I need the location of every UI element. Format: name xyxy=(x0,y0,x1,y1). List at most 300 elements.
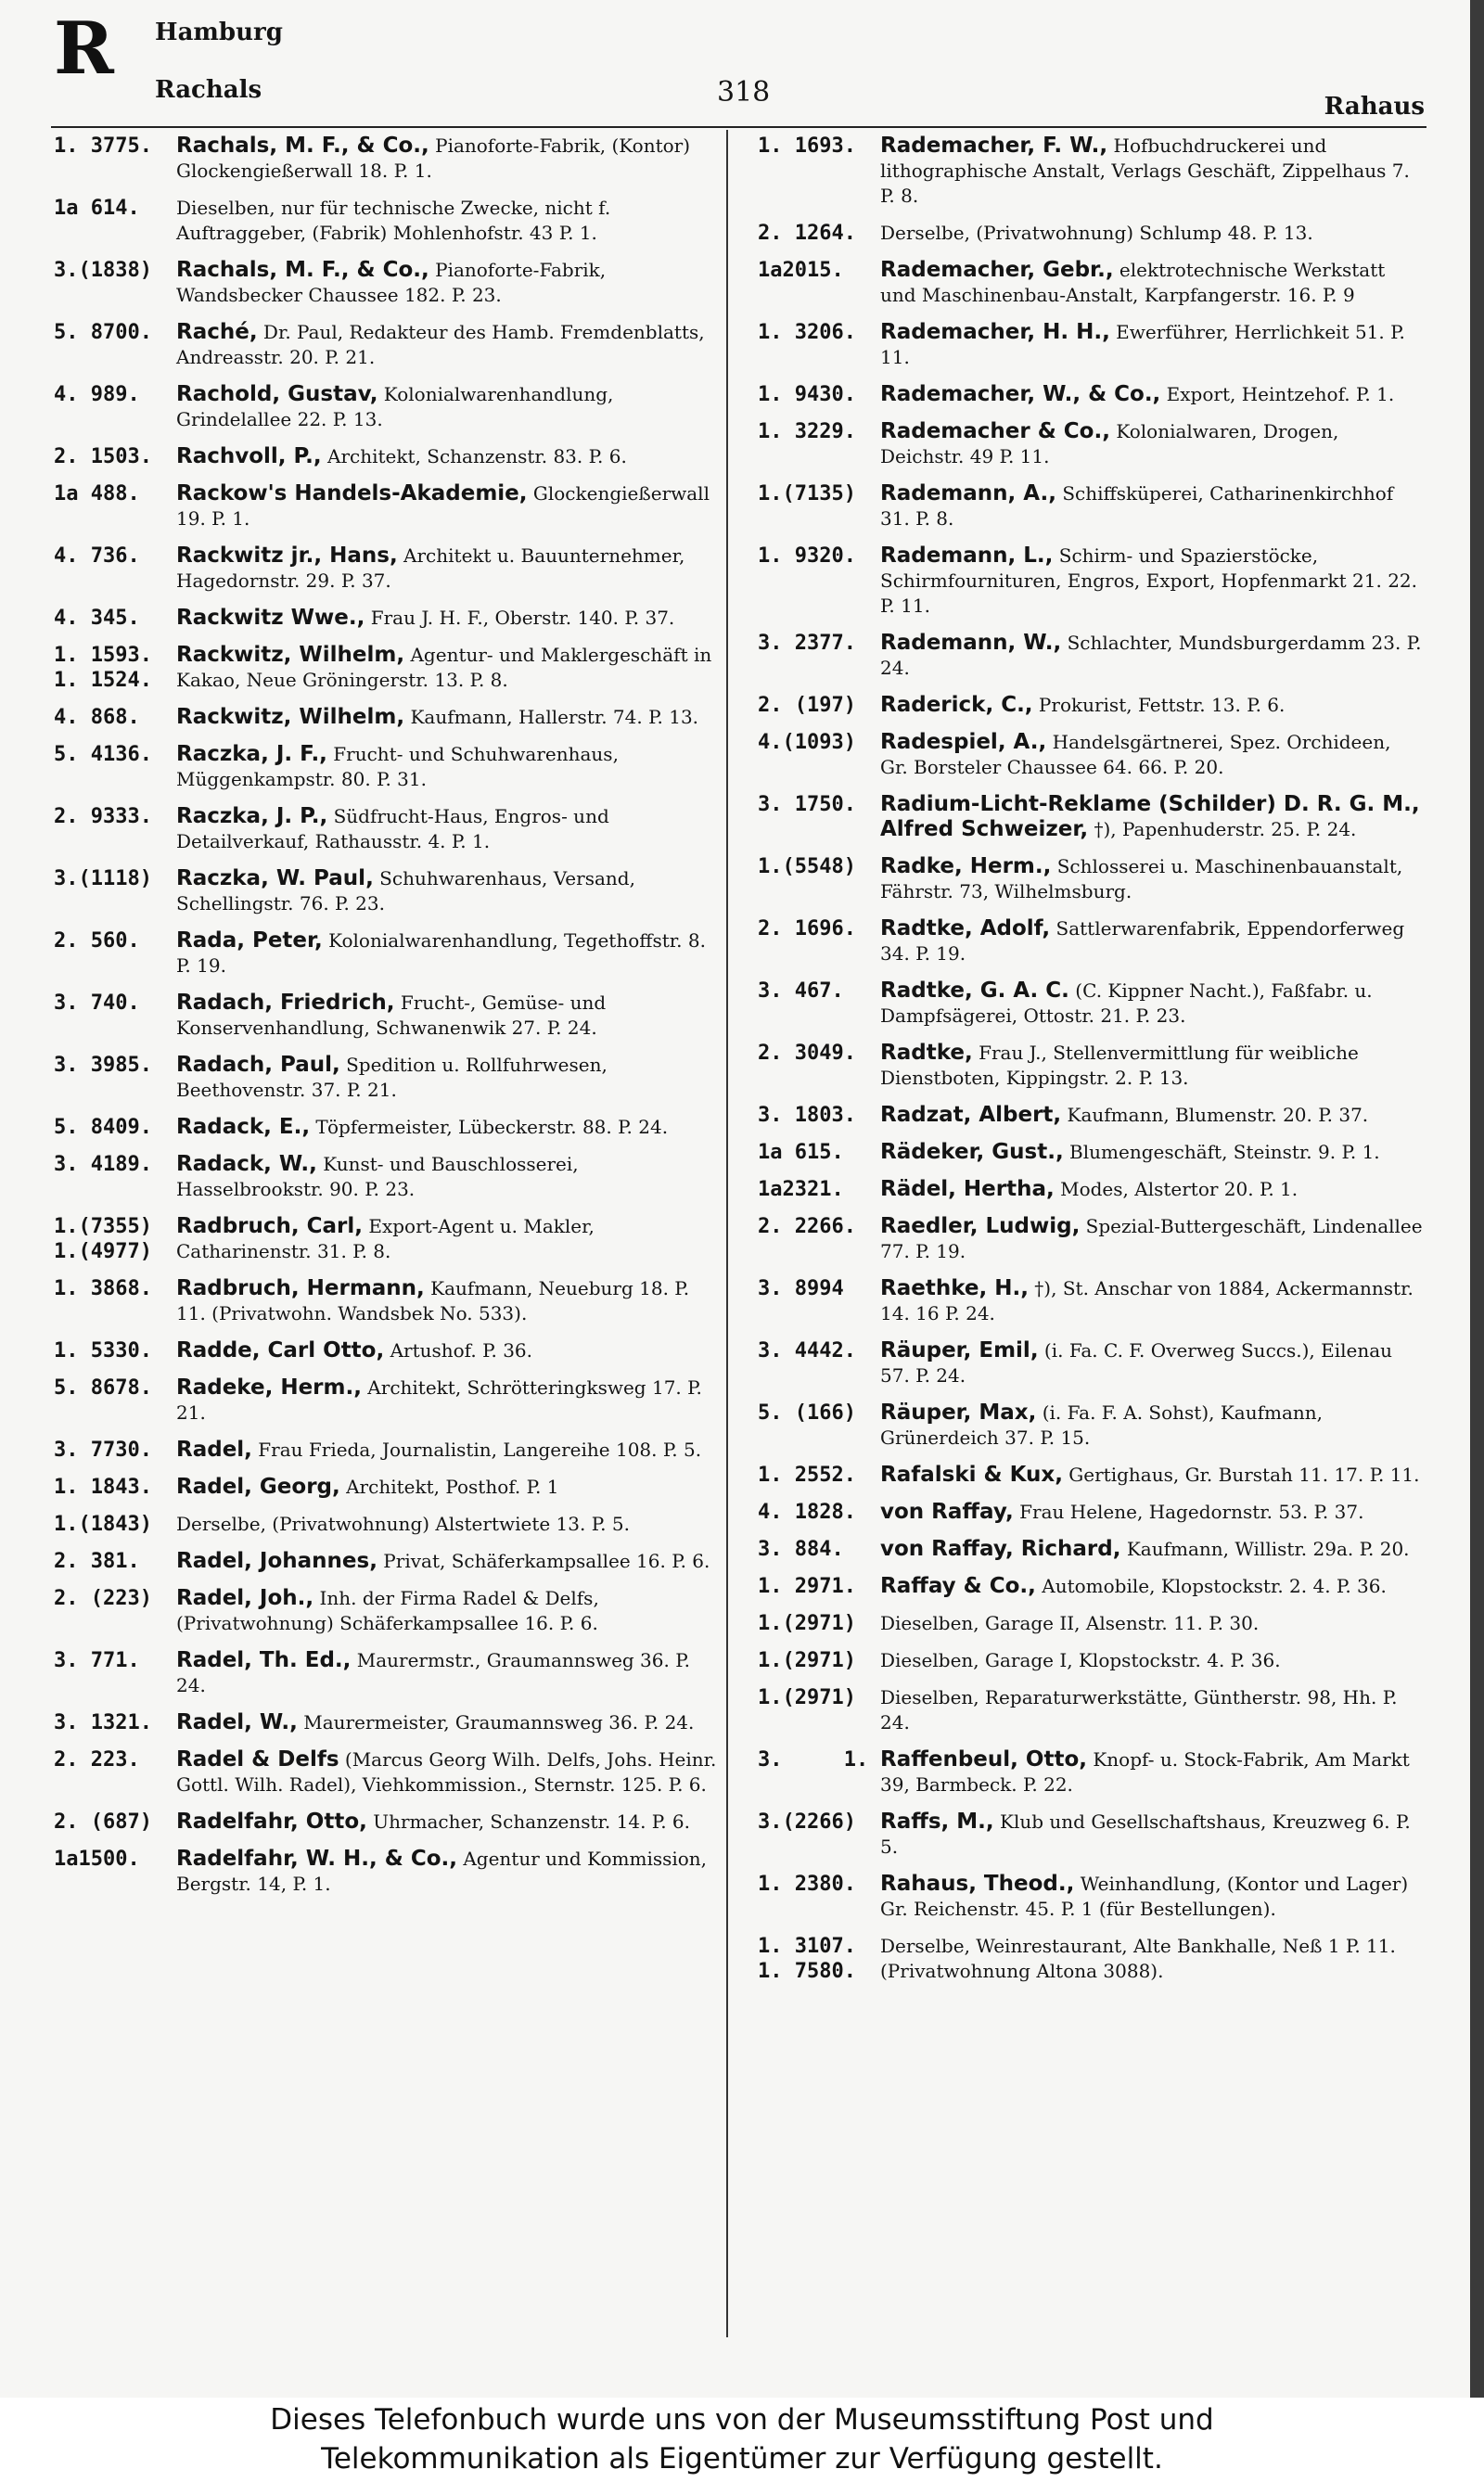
entry-details: (i. Fa. F. A. Sohst), Kaufmann, Grünerdeich 37. P. 15. xyxy=(880,1401,1324,1449)
entry-details: Prokurist, Fettstr. 13. P. 6. xyxy=(1032,694,1286,716)
directory-entry xyxy=(758,1276,1424,1326)
entry-text xyxy=(176,804,720,854)
directory-entry xyxy=(758,854,1424,904)
entry-text xyxy=(880,1338,1424,1388)
phone-number: 4. 345. xyxy=(54,607,140,630)
entry-details: Privat, Schäferkampsallee 16. P. 6. xyxy=(377,1550,710,1572)
phone-numbers xyxy=(758,1276,880,1301)
entry-details: Kunst- und Bauschlosserei, Hasselbrookstr. 90. P. 23. xyxy=(176,1153,579,1200)
entry-name: Rädeker, Gust., xyxy=(880,1140,1064,1164)
entry-name: Rachals, M. F., & Co., xyxy=(176,134,429,158)
directory-entry xyxy=(758,1747,1424,1798)
entry-details: Uhrmacher, Schanzenstr. 14. P. 6. xyxy=(366,1810,690,1833)
entry-name: Radelfahr, Otto, xyxy=(176,1810,367,1834)
entry-details: Schlachter, Mundsburgerdamm 23. P. 24. xyxy=(880,632,1422,679)
entry-text xyxy=(176,444,720,469)
phone-numbers xyxy=(54,1115,176,1140)
entry-name: von Raffay, Richard, xyxy=(880,1537,1121,1561)
entry-text xyxy=(176,1847,720,1897)
phone-numbers xyxy=(758,481,880,506)
entry-name: Radtke, Adolf, xyxy=(880,916,1051,940)
entry-name: Räuper, Emil, xyxy=(880,1338,1039,1363)
entry-details: Dieselben, nur für technische Zwecke, nicht f. Auftraggeber, (Fabrik) Mohlenhofstr. 43 P. 1. xyxy=(176,197,611,244)
entry-details: Blumengeschäft, Steinstr. 9. P. 1. xyxy=(1063,1141,1380,1163)
entry-details: Frau Helene, Hagedornstr. 53. P. 37. xyxy=(1013,1501,1364,1523)
directory-entry xyxy=(758,792,1424,842)
entry-name: Rachvoll, P., xyxy=(176,444,322,468)
phone-number: 1a 614. xyxy=(54,197,140,220)
phone-number: 3. 8994 xyxy=(758,1277,844,1300)
directory-entry xyxy=(758,1685,1424,1735)
entry-name: Radel, Georg, xyxy=(176,1475,340,1499)
phone-numbers xyxy=(54,134,176,159)
entry-details: Schlosserei u. Maschinenbauanstalt, Fährstr. 73, Wilhelmsburg. xyxy=(880,855,1403,902)
entry-name: Radespiel, A., xyxy=(880,730,1047,754)
phone-numbers xyxy=(54,1512,176,1537)
column-divider xyxy=(726,130,728,2337)
entry-details: Architekt, Schanzenstr. 83. P. 6. xyxy=(321,445,627,467)
phone-numbers xyxy=(758,1103,880,1128)
phone-number: 1.(2971) xyxy=(758,1612,856,1635)
directory-entry xyxy=(758,979,1424,1029)
entry-details: Südfrucht-Haus, Engros- und Detailverkauf, Rathausstr. 4. P. 1. xyxy=(176,805,609,852)
directory-entry xyxy=(54,1847,720,1897)
phone-number: 1. 1693. xyxy=(758,134,856,158)
entry-text xyxy=(176,606,720,631)
entry-name: Rackow's Handels-Akademie, xyxy=(176,481,528,505)
entry-text xyxy=(880,134,1424,209)
phone-number: 3. 3985. xyxy=(54,1054,152,1077)
entry-details: Frau J., Stellenvermittlung für weibliche Dienstboten, Kippingstr. 2. P. 13. xyxy=(880,1042,1359,1089)
entry-details: Derselbe, (Privatwohnung) Schlump 48. P. 13. xyxy=(880,222,1313,244)
directory-entry xyxy=(758,1463,1424,1488)
directory-entry xyxy=(54,1438,720,1463)
directory-entry xyxy=(54,544,720,594)
phone-numbers xyxy=(54,1276,176,1301)
entry-text xyxy=(880,1177,1424,1202)
entry-text xyxy=(880,979,1424,1029)
phone-numbers xyxy=(758,1500,880,1525)
entry-text xyxy=(880,1401,1424,1451)
phone-number: 3. 4189. xyxy=(54,1153,152,1176)
entry-details: (C. Kippner Nacht.), Faßfabr. u. Dampfsägerei, Ottostr. 21. P. 23. xyxy=(880,979,1373,1027)
directory-entry xyxy=(54,1152,720,1202)
entry-text xyxy=(880,544,1424,619)
entry-details: Kaufmann, Hallerstr. 74. P. 13. xyxy=(404,706,699,728)
directory-entry xyxy=(758,1574,1424,1599)
entry-details: Architekt u. Bauunternehmer, Hagedornstr. 29. P. 37. xyxy=(176,544,685,592)
phone-numbers xyxy=(758,1537,880,1562)
phone-number: 2. (197) xyxy=(758,694,856,717)
directory-entry xyxy=(758,221,1424,246)
entry-text xyxy=(176,643,720,693)
entry-text xyxy=(176,1115,720,1140)
phone-number: 1. 3206. xyxy=(758,321,856,344)
entry-text xyxy=(880,854,1424,904)
entry-name: Rademann, W., xyxy=(880,631,1062,655)
directory-entry xyxy=(758,1934,1424,1984)
directory-entry xyxy=(54,1549,720,1574)
entry-details: Schirm- und Spazierstöcke, Schirmfournituren, Engros, Export, Hopfenmarkt 21. 22. P. 11. xyxy=(880,544,1418,617)
entry-name: Rademacher, H. H., xyxy=(880,320,1110,344)
phone-number: 3. 4442. xyxy=(758,1339,856,1363)
entry-details: Schuhwarenhaus, Versand, Schellingstr. 76. P. 23. xyxy=(176,867,635,915)
phone-number: 3. 771. xyxy=(54,1649,140,1672)
directory-entry xyxy=(758,1214,1424,1264)
entry-text xyxy=(176,705,720,730)
phone-numbers xyxy=(758,1401,880,1426)
entry-name: Rackwitz Wwe., xyxy=(176,606,365,630)
entry-name: Raczka, J. P., xyxy=(176,804,328,828)
footer-line-1: Dieses Telefonbuch wurde uns von der Museumsstiftung Post und xyxy=(270,2403,1214,2437)
phone-numbers xyxy=(758,1140,880,1165)
entry-details: Dieselben, Garage II, Alsenstr. 11. P. 30. xyxy=(880,1612,1260,1634)
entry-details: Töpfermeister, Lübeckerstr. 88. P. 24. xyxy=(310,1116,669,1138)
phone-number: 1.(5548) xyxy=(758,855,856,878)
entry-details: Kaufmann, Neueburg 18. P. 11. (Privatwohn. Wandsbek No. 533). xyxy=(176,1277,690,1324)
entry-name: Radbruch, Carl, xyxy=(176,1214,363,1238)
phone-numbers xyxy=(758,258,880,283)
directory-entry xyxy=(54,382,720,432)
phone-number: 5. 4136. xyxy=(54,743,152,766)
entry-name: Radtke, G. A. C. xyxy=(880,979,1069,1003)
directory-entry xyxy=(54,258,720,308)
phone-numbers xyxy=(54,382,176,407)
phone-numbers xyxy=(54,1338,176,1363)
phone-numbers xyxy=(758,916,880,941)
directory-entry xyxy=(758,916,1424,966)
directory-entry xyxy=(758,481,1424,531)
entry-details: Glockengießerwall 19. P. 1. xyxy=(176,482,710,530)
left-column xyxy=(54,134,720,1909)
directory-entry xyxy=(758,1537,1424,1562)
phone-number: 3. 884. xyxy=(758,1538,844,1561)
phone-number: 3. 1321. xyxy=(54,1711,152,1734)
entry-name: Radel, Joh., xyxy=(176,1586,314,1610)
directory-entry xyxy=(758,1648,1424,1673)
entry-text xyxy=(880,221,1424,246)
phone-number: 1.(7135) xyxy=(758,482,856,505)
phone-numbers xyxy=(54,606,176,631)
entry-name: Raedler, Ludwig, xyxy=(880,1214,1081,1238)
entry-text xyxy=(880,1810,1424,1860)
phone-numbers xyxy=(758,1177,880,1202)
directory-entry xyxy=(758,730,1424,780)
directory-entry xyxy=(54,196,720,246)
entry-text xyxy=(176,320,720,370)
directory-entry xyxy=(758,1338,1424,1388)
entry-details: Sattlerwarenfabrik, Eppendorferweg 34. P. 19. xyxy=(880,917,1405,965)
phone-numbers xyxy=(758,631,880,656)
entry-text xyxy=(880,693,1424,718)
entry-details: Architekt, Posthof. P. 1 xyxy=(339,1476,559,1498)
directory-entry xyxy=(54,1747,720,1798)
entry-text xyxy=(880,1685,1424,1735)
phone-number: 1. 9430. xyxy=(758,383,856,406)
phone-number: 2. 9333. xyxy=(54,805,152,828)
phone-number: 1a2321. xyxy=(758,1178,844,1201)
entry-text xyxy=(176,258,720,308)
phone-number: 1. 3229. xyxy=(758,420,856,443)
phone-numbers xyxy=(758,544,880,569)
entry-name: Radach, Paul, xyxy=(176,1053,340,1077)
entry-text xyxy=(176,1747,720,1798)
directory-entry xyxy=(758,1401,1424,1451)
phone-number: 2. 3049. xyxy=(758,1042,856,1065)
entry-name: Raché, xyxy=(176,320,258,344)
entry-text xyxy=(880,792,1424,842)
entry-details: Derselbe, Weinrestaurant, Alte Bankhalle, Neß 1 P. 11. (Privatwohnung Altona 3088). xyxy=(880,1935,1396,1982)
entry-name: Rahaus, Theod., xyxy=(880,1872,1075,1896)
phone-numbers xyxy=(54,866,176,891)
entry-name: Radde, Carl Otto, xyxy=(176,1338,385,1363)
entry-name: Raffenbeul, Otto, xyxy=(880,1747,1087,1772)
phone-numbers xyxy=(758,730,880,755)
entry-name: Raffs, M., xyxy=(880,1810,994,1834)
phone-number: 1a 615. xyxy=(758,1141,844,1164)
directory-entry xyxy=(54,1115,720,1140)
phone-number: 1a 488. xyxy=(54,482,140,505)
entry-details: Spezial-Buttergeschäft, Lindenallee 77. P. 19. xyxy=(880,1215,1423,1262)
entry-details: Maurermstr., Graumannsweg 36. P. 24. xyxy=(176,1649,690,1696)
entry-text xyxy=(880,1747,1424,1798)
entry-name: Radel, Johannes, xyxy=(176,1549,377,1573)
entry-name: Radack, E., xyxy=(176,1115,311,1139)
phone-number: 2. 1503. xyxy=(54,445,152,468)
phone-number: 1. 5330. xyxy=(54,1339,152,1363)
entry-name: Radzat, Albert, xyxy=(880,1103,1062,1127)
entry-text xyxy=(176,928,720,979)
phone-number: 1a1500. xyxy=(54,1848,140,1871)
entry-text xyxy=(176,481,720,531)
entry-name: Rademacher, W., & Co., xyxy=(880,382,1161,406)
entry-text xyxy=(880,419,1424,469)
phone-number: 1.(2971) xyxy=(758,1686,856,1709)
entry-text xyxy=(176,1549,720,1574)
entry-details: Maurermeister, Graumannsweg 36. P. 24. xyxy=(297,1711,695,1734)
entry-name: Raczka, J. F., xyxy=(176,742,327,766)
entry-details: Frucht-, Gemüse- und Konservenhandlung, Schwanenwik 27. P. 24. xyxy=(176,992,607,1039)
entry-text xyxy=(880,1611,1424,1636)
phone-numbers xyxy=(758,1685,880,1710)
entry-details: Kaufmann, Willistr. 29a. P. 20. xyxy=(1120,1538,1410,1560)
phone-numbers xyxy=(54,320,176,345)
phone-number: 2. 1264. xyxy=(758,222,856,245)
phone-number: 2. 223. xyxy=(54,1748,140,1772)
entry-details: Gertighaus, Gr. Burstah 11. 17. P. 11. xyxy=(1062,1464,1420,1486)
phone-number: 5. 8409. xyxy=(54,1116,152,1139)
directory-entry xyxy=(54,804,720,854)
phone-numbers xyxy=(54,1648,176,1673)
entry-details: Klub und Gesellschaftshaus, Kreuzweg 6. P. 5. xyxy=(880,1810,1411,1858)
entry-name: Radel & Delfs xyxy=(176,1747,339,1772)
entry-text xyxy=(176,1512,720,1537)
phone-number: 4. 989. xyxy=(54,383,140,406)
directory-entry xyxy=(54,1512,720,1537)
entry-details: Agentur und Kommission, Bergstr. 14, P. 1. xyxy=(176,1848,708,1895)
phone-numbers xyxy=(54,444,176,469)
entry-name: Rackwitz, Wilhelm, xyxy=(176,705,405,729)
entry-name: Rada, Peter, xyxy=(176,928,323,953)
phone-number: 3. 1. xyxy=(758,1748,869,1772)
directory-entry xyxy=(758,419,1424,469)
phone-numbers xyxy=(54,804,176,829)
entry-text xyxy=(176,1152,720,1202)
entry-text xyxy=(176,991,720,1041)
phone-numbers xyxy=(54,1710,176,1735)
phone-numbers xyxy=(54,258,176,283)
phone-numbers xyxy=(54,544,176,569)
phone-numbers xyxy=(758,320,880,345)
directory-entry xyxy=(54,705,720,730)
entry-name: Raderick, C., xyxy=(880,693,1033,717)
phone-number: 2. (687) xyxy=(54,1810,152,1834)
phone-number: 3. 2377. xyxy=(758,632,856,655)
entry-details: Schiffsküperei, Catharinenkirchhof 31. P. 8. xyxy=(880,482,1394,530)
entry-text xyxy=(880,481,1424,531)
phone-numbers xyxy=(758,1463,880,1488)
entry-name: Rademacher, Gebr., xyxy=(880,258,1114,282)
entry-name: Radel, Th. Ed., xyxy=(176,1648,352,1672)
entry-details: Pianoforte-Fabrik, Wandsbecker Chaussee 182. P. 23. xyxy=(176,259,607,306)
phone-numbers xyxy=(54,1847,176,1872)
phone-number: 1. 7580. xyxy=(758,1960,856,1983)
entry-name: Radack, W., xyxy=(176,1152,317,1176)
phone-number: 2. 1696. xyxy=(758,917,856,940)
entry-details: Weinhandlung, (Kontor und Lager) Gr. Reichenstr. 45. P. 1 (für Bestellungen). xyxy=(880,1873,1409,1920)
entry-name: Radke, Herm., xyxy=(880,854,1052,878)
phone-number: 1. 3107. xyxy=(758,1935,856,1958)
phone-numbers xyxy=(54,1747,176,1772)
entry-details: Kolonialwarenhandlung, Tegethoffstr. 8. P. 19. xyxy=(176,929,706,977)
phone-numbers xyxy=(758,1574,880,1599)
entry-text xyxy=(176,742,720,792)
footer-line-2: Telekommunikation als Eigentümer zur Verfügung gestellt. xyxy=(321,2442,1163,2476)
phone-numbers xyxy=(758,221,880,246)
entry-text xyxy=(880,320,1424,370)
phone-numbers xyxy=(758,1747,880,1772)
phone-number: 3.(1838) xyxy=(54,259,152,282)
entry-name: Rädel, Hertha, xyxy=(880,1177,1055,1201)
entry-details: Spedition u. Rollfuhrwesen, Beethovenstr. 37. P. 21. xyxy=(176,1054,608,1101)
entry-text xyxy=(176,1053,720,1103)
entry-details: Dieselben, Garage I, Klopstockstr. 4. P. 36. xyxy=(880,1649,1281,1671)
phone-number: 3. 1750. xyxy=(758,793,856,816)
entry-text xyxy=(880,1537,1424,1562)
phone-numbers xyxy=(758,382,880,407)
right-column xyxy=(758,134,1424,1996)
entry-details: Frucht- und Schuhwarenhaus, Müggenkampstr. 80. P. 31. xyxy=(176,743,619,790)
phone-numbers xyxy=(758,1872,880,1897)
entry-details: Derselbe, (Privatwohnung) Alstertwiete 13. P. 5. xyxy=(176,1513,630,1535)
entry-details: (i. Fa. C. F. Overweg Succs.), Eilenau 57. P. 24. xyxy=(880,1339,1393,1387)
entry-name: Rafalski & Kux, xyxy=(880,1463,1063,1487)
phone-numbers xyxy=(54,1475,176,1500)
entry-text xyxy=(880,1574,1424,1599)
directory-entry xyxy=(54,991,720,1041)
entry-text xyxy=(176,1586,720,1636)
entry-details: Agentur- und Maklergeschäft in Kakao, Neue Gröningerstr. 13. P. 8. xyxy=(176,644,712,691)
page-number: 318 xyxy=(717,76,771,109)
phone-numbers xyxy=(758,1338,880,1363)
phone-number: 3.(2266) xyxy=(758,1810,856,1834)
phone-numbers xyxy=(758,1214,880,1239)
directory-entry xyxy=(758,631,1424,681)
directory-entry xyxy=(54,742,720,792)
entry-name: Rademann, L., xyxy=(880,544,1054,568)
phone-number: 1. 2971. xyxy=(758,1575,856,1598)
phone-numbers xyxy=(758,1611,880,1636)
phone-number: 1. 9320. xyxy=(758,544,856,568)
phone-number: 3.(1118) xyxy=(54,867,152,890)
header-rule xyxy=(51,126,1426,128)
phone-number: 2. 2266. xyxy=(758,1215,856,1238)
entry-details: †), St. Anschar von 1884, Ackermannstr. 14. 16 P. 24. xyxy=(880,1277,1414,1324)
phone-number: 1.(4977) xyxy=(54,1240,152,1263)
entry-name: Radelfahr, W. H., & Co., xyxy=(176,1847,457,1871)
phone-number: 1. 1843. xyxy=(54,1476,152,1499)
entry-text xyxy=(880,1500,1424,1525)
phone-number: 1. 1593. xyxy=(54,644,152,667)
entry-name: Raffay & Co., xyxy=(880,1574,1036,1598)
entry-text xyxy=(880,730,1424,780)
phone-number: 1a2015. xyxy=(758,259,844,282)
phone-numbers xyxy=(54,643,176,693)
entry-text xyxy=(880,916,1424,966)
entry-details: Modes, Alstertor 20. P. 1. xyxy=(1054,1178,1298,1200)
entry-details: Hofbuchdruckerei und lithographische Anstalt, Verlags Geschäft, Zippelhaus 7. P. 8. xyxy=(880,134,1410,207)
phone-number: 2. (223) xyxy=(54,1587,152,1610)
entry-name: Radach, Friedrich, xyxy=(176,991,395,1015)
phone-numbers xyxy=(54,196,176,221)
entry-name: Rackwitz jr., Hans, xyxy=(176,544,398,568)
directory-entry xyxy=(54,1053,720,1103)
phone-number: 1. 3775. xyxy=(54,134,152,158)
entry-details: Knopf- u. Stock-Fabrik, Am Markt 39, Barmbeck. P. 22. xyxy=(880,1748,1410,1796)
phone-number: 2. 560. xyxy=(54,929,140,953)
entry-details: Dr. Paul, Redakteur des Hamb. Fremdenblatts, Andreasstr. 20. P. 21. xyxy=(176,321,705,368)
phone-number: 3. 740. xyxy=(54,992,140,1015)
phone-number: 4. 736. xyxy=(54,544,140,568)
entry-text xyxy=(880,1463,1424,1488)
entry-name: Räuper, Max, xyxy=(880,1401,1037,1425)
entry-text xyxy=(176,1438,720,1463)
entry-text xyxy=(880,1648,1424,1673)
entry-name: Rachold, Gustav, xyxy=(176,382,378,406)
phone-numbers xyxy=(758,1648,880,1673)
entry-name: Radium-Licht-Reklame (Schilder) D. R. G. M., Alfred Schweizer, xyxy=(880,792,1420,841)
header-city: Hamburg xyxy=(155,19,283,46)
phone-number: 1. 2380. xyxy=(758,1873,856,1896)
entry-details: Ewerführer, Herrlichkeit 51. P. 11. xyxy=(880,321,1405,368)
phone-numbers xyxy=(54,1549,176,1574)
entry-text xyxy=(880,1934,1424,1984)
entry-text xyxy=(880,1041,1424,1091)
phone-numbers xyxy=(54,481,176,506)
directory-entry xyxy=(54,1338,720,1363)
directory-entry xyxy=(758,134,1424,209)
entry-text xyxy=(176,1475,720,1500)
entry-name: Raczka, W. Paul, xyxy=(176,866,374,890)
entry-text xyxy=(176,1276,720,1326)
entry-text xyxy=(176,134,720,184)
entry-name: Rademann, A., xyxy=(880,481,1056,505)
phone-numbers xyxy=(758,1810,880,1835)
directory-entry xyxy=(758,1872,1424,1922)
directory-entry xyxy=(758,1041,1424,1091)
section-letter: R xyxy=(54,6,114,91)
entry-name: Rademacher & Co., xyxy=(880,419,1110,443)
